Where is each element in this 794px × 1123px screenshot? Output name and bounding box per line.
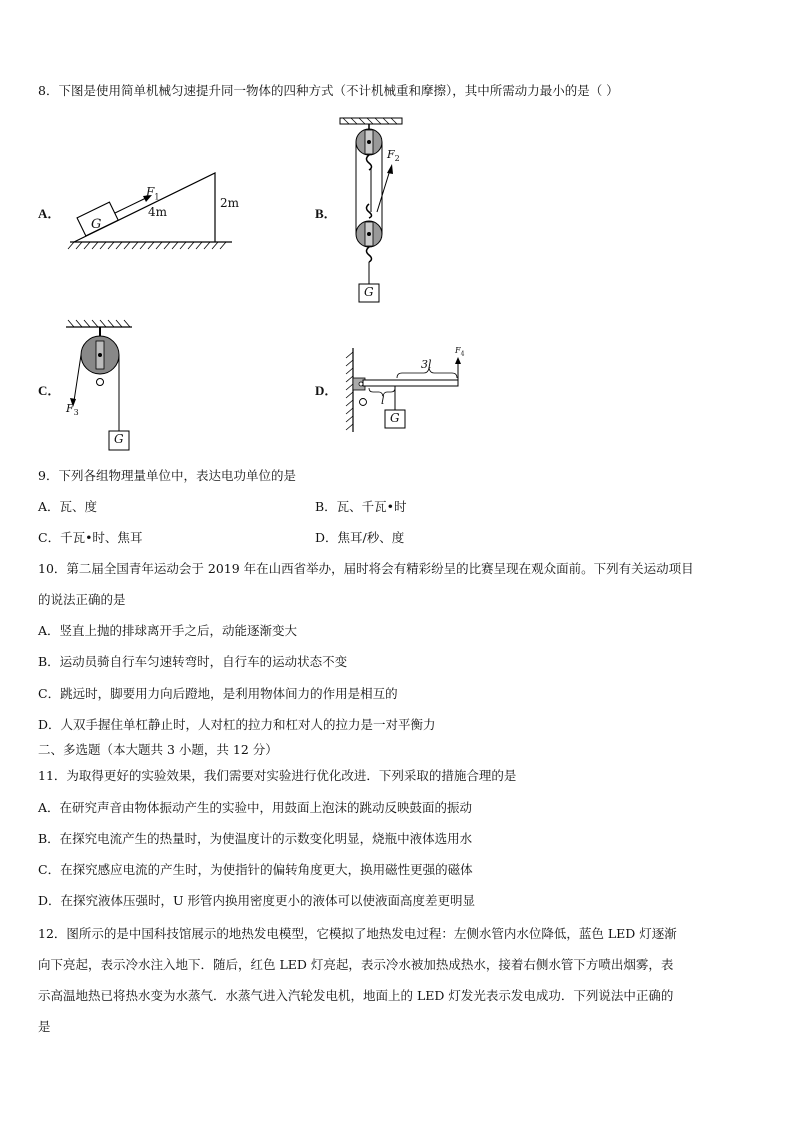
q9-stem: 9．下列各组物理量单位中，表达电功单位的是 (38, 468, 296, 483)
q8-option-d-label: D． (315, 383, 338, 398)
q8-figure-d-lever (335, 340, 475, 435)
q11-option-d: D．在探究液体压强时，U 形管内换用密度更小的液体可以使液面高度差更明显 (38, 893, 476, 908)
fig-a-force-label: $F_1$ (146, 185, 160, 202)
fig-b-weight-label: G (364, 285, 374, 299)
q11-option-a: A．在研究声音由物体振动产生的实验中，用鼓面上泡沫的跳动反映鼓面的振动 (38, 800, 473, 815)
fig-d-short-arm-label: l (381, 394, 385, 407)
q8-figure-c-fixed-pulley (60, 315, 140, 455)
q9-option-b: B．瓦、千瓦•时 (315, 499, 407, 514)
q8-option-a-label: A． (38, 206, 61, 221)
fig-a-height: 2m (220, 196, 240, 210)
q10-stem-line1: 10．第二届全国青年运动会于 2019 年在山西省举办，届时将会有精彩纷呈的比赛呈现在观众面前。下列有关运动项目 (38, 561, 694, 576)
q9-option-d: D．焦耳/秒、度 (315, 530, 405, 545)
q8-figure-b-pulley-block (335, 112, 415, 307)
fig-c-weight-label: G (114, 432, 124, 446)
q11-option-b: B．在探究电流产生的热量时，为使温度计的示数变化明显，烧瓶中液体选用水 (38, 831, 473, 846)
q10-option-c: C．跳远时，脚要用力向后蹬地，是利用物体间力的作用是相互的 (38, 686, 398, 701)
fig-d-long-arm-label: 3l (421, 358, 432, 371)
fig-d-weight-label: G (390, 411, 400, 425)
fig-b-force-label: $F_2$ (387, 148, 400, 164)
q11-stem: 11．为取得更好的实验效果，我们需要对实验进行优化改进．下列采取的措施合理的是 (38, 768, 517, 783)
fig-d-force-label: $F_4$ (455, 346, 465, 358)
q8-stem: 8．下图是使用简单机械匀速提升同一物体的四种方式（不计机械重和摩擦），其中所需动力最小的是（ ） (38, 83, 619, 98)
section-2-title: 二、多选题（本大题共 3 小题，共 12 分） (38, 742, 278, 757)
fig-c-force-label: $F_3$ (66, 402, 79, 418)
q10-option-d: D．人双手握住单杠静止时，人对杠的拉力和杠对人的拉力是一对平衡力 (38, 717, 436, 732)
fig-a-slope-length: 4m (148, 205, 168, 219)
q12-line3: 示高温地热已将热水变为水蒸气．水蒸气进入汽轮发电机，地面上的 LED 灯发光表示发电成功．下列说法中正确的 (38, 988, 674, 1003)
q8-option-b-label: B． (315, 206, 337, 221)
q8-option-c-label: C． (38, 383, 61, 398)
q11-option-c: C．在探究感应电流的产生时，为使指针的偏转角度更大，换用磁性更强的磁体 (38, 862, 473, 877)
q10-stem-line2: 的说法正确的是 (38, 592, 126, 607)
q9-option-c: C．千瓦•时、焦耳 (38, 530, 143, 545)
q9-option-a: A．瓦、度 (38, 499, 98, 514)
q10-option-a: A．竖直上抛的排球离开手之后，动能逐渐变大 (38, 623, 298, 638)
q12-line4: 是 (38, 1019, 51, 1034)
q8-figure-a-incline (60, 165, 240, 255)
q10-option-b: B．运动员骑自行车匀速转弯时，自行车的运动状态不变 (38, 654, 348, 669)
fig-a-weight-label: G (91, 217, 102, 232)
q12-line2: 向下亮起，表示冷水注入地下．随后，红色 LED 灯亮起，表示冷水被加热成热水，接着右侧水管下方喷出烟雾，表 (38, 957, 674, 972)
q12-line1: 12．图所示的是中国科技馆展示的地热发电模型，它模拟了地热发电过程：左侧水管内水位降低，蓝色 LED 灯逐渐 (38, 926, 677, 941)
